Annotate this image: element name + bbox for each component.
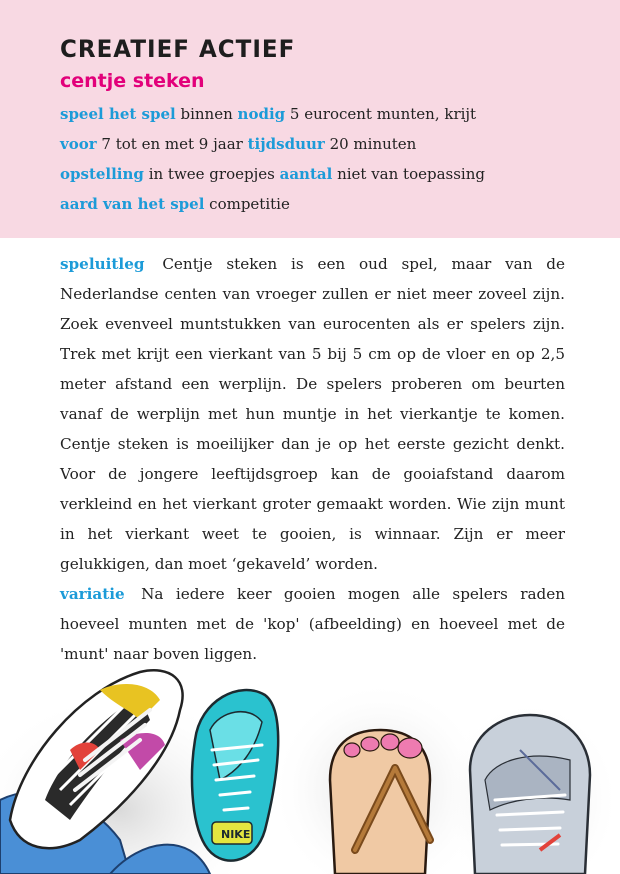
nodig-label: nodig [237,105,286,123]
voor-value: 7 tot en met 9 jaar [101,135,243,153]
category-title: CREATIEF ACTIEF [60,36,296,64]
speluitleg-label: speluitleg [60,255,145,273]
aard-value: competitie [209,195,290,213]
aantal-value: niet van toepassing [337,165,485,183]
grey-sneaker [470,715,590,874]
opstelling-label: opstelling [60,165,144,183]
header-panel [0,0,620,238]
meta-line-speel [60,104,476,124]
meta-line-opstelling [60,164,485,184]
meta-line-voor [60,134,416,154]
variatie-text: Na iedere keer gooien mogen alle spelers raden hoeveel munten met de 'kop' (afbeelding) en hoeveel met de 'munt' naar boven liggen. [60,585,565,663]
speel-label: speel het spel [60,105,176,123]
meta-line-aard [60,194,290,214]
speluitleg-text: Centje steken is een oud spel, maar van de Nederlandse centen van vroeger zullen er niet meer zoveel zijn. Zoek evenveel muntstukken van eurocenten als er spelers zijn. Trek met krijt een vierkant van 5 bij 5 cm op de vloer en op 2,5 meter afstand een werplijn. De spelers proberen om beurten vanaf de werplijn met hun muntje in het vierkantje te komen. Centje steken is moeilijker dan je op het eerste gezicht denkt. Voor de jongere leeftijdsgroep kan de gooiafstand daarom verkleind en het vierkant groter gemaakt worden. Wie zijn munt in het vierkant weet te gooien, is winnaar. Zijn er meer gelukkigen, dan moet ‘gekaveld’ worden. [60,255,566,573]
aantal-label: aantal [279,165,333,183]
speel-value: binnen [180,105,233,123]
opstelling-value: in twee groepjes [148,165,275,183]
duur-label: tijdsduur [247,135,325,153]
game-title: centje steken [60,70,205,92]
speluitleg-paragraph [60,249,565,579]
voor-label: voor [60,135,97,153]
instructions-body [60,249,565,669]
duur-value: 20 minuten [329,135,417,153]
feet-illustration [0,650,620,874]
nodig-value: 5 eurocent munten, krijt [289,105,477,123]
sandal-foot [330,730,430,874]
variatie-label: variatie [60,585,125,603]
page-number: 26 [33,824,56,843]
aard-label: aard van het spel [60,195,205,213]
nike-label: NIKE [221,828,251,841]
